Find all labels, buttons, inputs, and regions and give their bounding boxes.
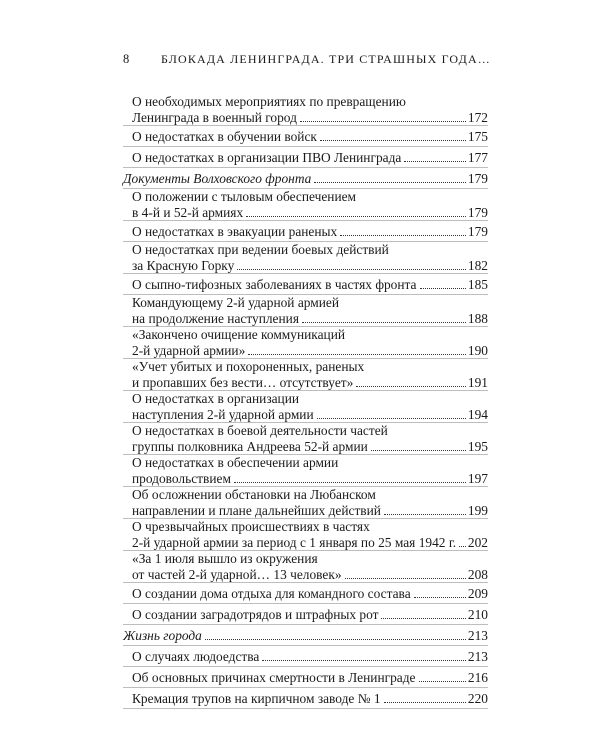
toc-entry-title-line: О недостатках в эвакуации раненых [132,224,338,239]
toc-entry-title-line: на продолжение наступления [132,310,299,326]
toc-entry[interactable] [123,221,488,242]
toc-page-number: 185 [467,277,488,292]
toc-entry-title-line: направлении и плане дальнейших действий [132,502,381,518]
toc-entry-title-line: продовольствием [132,470,231,486]
dot-leader [414,597,466,598]
toc-entry[interactable] [123,295,488,327]
dot-leader [302,322,466,323]
toc-entry[interactable] [123,519,488,551]
toc-entry-title-line: О недостатках в обеспечении армии [132,455,339,470]
toc-entry-title-line: О положении с тыловым обеспечением [132,189,357,204]
toc-entry-title-line: О чрезвычайных происшествиях в частях [132,519,370,534]
toc-entry[interactable] [123,667,488,688]
page-number: 8 [123,52,130,66]
toc-entry-title-line: О случаях людоедства [132,649,260,664]
dot-leader [205,639,466,640]
toc-entry[interactable] [123,242,488,274]
toc-entry-title-line: за Красную Горку [132,257,235,273]
toc-entry-title-line: в 4-й и 52-й армиях [132,204,244,220]
toc-page-number: 191 [467,374,488,390]
toc-entry-title-line: Об осложнении обстановки на Любанском [132,487,376,502]
dot-leader [404,161,466,162]
toc-page-number: 175 [467,129,488,144]
toc-entry[interactable] [123,688,488,709]
toc-entry-title-line: наступления 2-й ударной армии [132,406,314,422]
dot-leader [384,702,466,703]
dot-leader [262,660,466,661]
toc-entry-title-line: О недостатках в организации ПВО Ленинграда [132,150,402,165]
dot-leader [345,578,466,579]
toc-page-number: 172 [467,109,488,125]
dot-leader [234,482,466,483]
toc-entry-title-line: «За 1 июля вышло из окружения [132,551,318,566]
toc-page-number: 182 [467,257,488,273]
toc-page-number: 209 [467,586,488,601]
toc-entry[interactable] [123,551,488,583]
toc-entry[interactable] [123,455,488,487]
toc-entry-title-line: О недостатках в обучении войск [132,129,317,144]
toc-entry[interactable] [123,583,488,604]
toc-entry-title-line: Документы Волховского фронта [123,171,312,186]
toc-entry-title-line: и пропавших без вести… отсутствует» [132,374,354,390]
toc-entry[interactable] [123,604,488,625]
dot-leader [371,450,466,451]
toc-page-number: 197 [467,470,488,486]
toc-page-number: 179 [467,224,488,239]
toc-entry[interactable] [123,147,488,168]
toc-entry-title-line: Жизнь города [123,628,202,643]
toc-entry-title-line: от частей 2-й ударной… 13 человек» [132,566,342,582]
dot-leader [237,269,466,270]
toc-entry-title-line: группы полковника Андреева 52-й армии [132,438,368,454]
toc-page-number: 194 [467,406,488,422]
toc-entry-title-line: 2-й ударной армии за период с 1 января по 25 мая 1942 г. [132,534,457,550]
toc-page-number: 195 [467,438,488,454]
dot-leader [248,354,466,355]
toc-entry-title-line: Ленинграда в военный город [132,109,297,125]
running-header [123,52,495,70]
dot-leader [317,418,466,419]
toc-entry-title-line: 2-й ударной армии» [132,342,246,358]
dot-leader [459,546,466,547]
toc-page-number: 216 [467,670,488,685]
toc-entry-title-line: Командующему 2-й ударной армией [132,295,340,310]
dot-leader [419,681,466,682]
dot-leader [384,514,466,515]
dot-leader [320,140,466,141]
toc-entry-title-line: О сыпно-тифозных заболеваниях в частях фронта [132,277,417,292]
toc-entry[interactable] [123,487,488,519]
toc-entry[interactable] [123,94,488,126]
toc-page-number: 179 [467,204,488,220]
dot-leader [420,288,466,289]
toc-entry-title-line: О необходимых мероприятиях по превращению [132,94,406,109]
toc-entry[interactable] [123,423,488,455]
table-of-contents [123,94,488,709]
toc-page-number: 210 [467,607,488,622]
dot-leader [314,182,466,183]
toc-page-number: 199 [467,502,488,518]
toc-entry[interactable] [123,274,488,295]
dot-leader [381,618,465,619]
toc-entry[interactable] [123,391,488,423]
toc-entry-title-line: «Закончено очищение коммуникаций [132,327,346,342]
toc-entry-title-line: О недостатках в боевой деятельности частей [132,423,388,438]
toc-entry[interactable] [123,646,488,667]
toc-entry[interactable] [123,359,488,391]
dot-leader [300,121,466,122]
toc-section[interactable] [123,168,488,189]
dot-leader [356,386,466,387]
toc-entry-title-line: «Учет убитых и похороненных, раненых [132,359,365,374]
toc-page-number: 220 [467,691,488,706]
toc-page-number: 213 [467,628,488,643]
toc-page-number: 208 [467,566,488,582]
toc-page-number: 179 [467,171,488,186]
toc-entry[interactable] [123,327,488,359]
dot-leader [246,216,466,217]
toc-section[interactable] [123,625,488,646]
toc-page-number: 190 [467,342,488,358]
toc-entry-title-line: О недостатках при ведении боевых действий [132,242,389,257]
toc-entry-title-line: О создании дома отдыха для командного состава [132,586,411,601]
toc-entry-title-line: Кремация трупов на кирпичном заводе № 1 [132,691,381,706]
toc-page-number: 213 [467,649,488,664]
dot-leader [340,235,466,236]
toc-page-number: 188 [467,310,488,326]
toc-entry[interactable] [123,126,488,147]
toc-entry[interactable] [123,189,488,221]
toc-entry-title-line: Об основных причинах смертности в Ленинграде [132,670,416,685]
toc-page-number: 202 [467,534,488,550]
running-title: БЛОКАДА ЛЕНИНГРАДА. ТРИ СТРАШНЫХ ГОДА… [161,52,491,66]
toc-entry-title-line: О создании заградотрядов и штрафных рот [132,607,379,622]
toc-page-number: 177 [467,150,488,165]
toc-entry-title-line: О недостатках в организации [132,391,300,406]
